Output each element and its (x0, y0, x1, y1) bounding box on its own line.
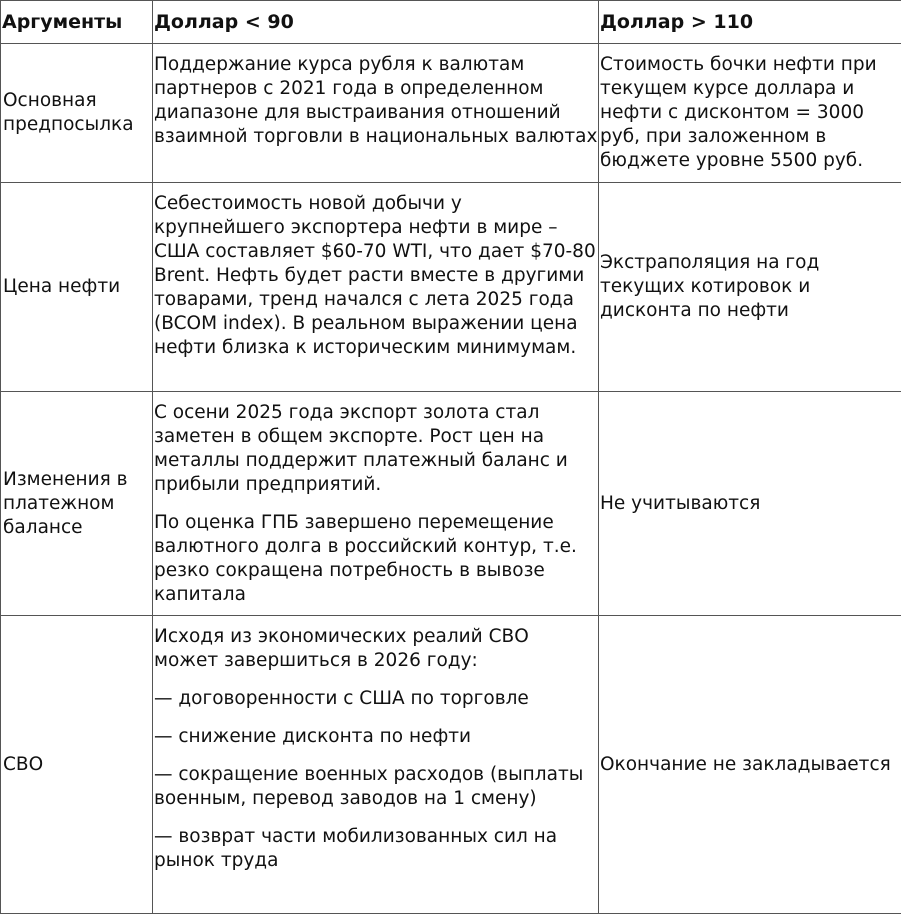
cell-bullet: — сокращение военных расходов (выплаты военным, перевод заводов на 1 смену) (154, 764, 584, 809)
table-row-oil-price (1, 183, 901, 392)
table-row-premise (1, 44, 901, 183)
above-110-cell: Стоимость бочки нефти при текущем курсе доллара и нефти с дисконтом = 3000 руб, при заложенном в бюджете уровне 5500 руб. (599, 44, 901, 183)
cell-bullet: — снижение дисконта по нефти (154, 726, 472, 747)
cell-paragraph: По оценка ГПБ завершено перемещение валютного долга в российский контур, т.е. резко сокращена потребность в вывозе капитала (154, 512, 577, 605)
cell-paragraph: Исходя из экономических реалий СВО может завершиться в 2026 году: (154, 626, 529, 671)
above-110-cell: Экстраполяция на год текущих котировок и дисконта по нефти (599, 183, 901, 392)
below-90-cell (153, 44, 599, 183)
below-90-cell (153, 616, 599, 914)
cell-bullet: — возврат части мобилизованных сил на рынок труда (154, 826, 558, 871)
below-90-cell (153, 183, 599, 392)
header-row (1, 1, 901, 44)
argument-cell: Изменения в платежном балансе (1, 392, 153, 616)
header-dollar-below-90: Доллар < 90 (153, 1, 599, 44)
cell-paragraph: Поддержание курса рубля к валютам партнеров с 2021 года в определенном диапазоне для выстраивания отношений взаимной торговли в национальных валютах (154, 54, 598, 147)
cell-paragraph: С осени 2025 года экспорт золота стал заметен в общем экспорте. Рост цен на металлы поддержит платежный баланс и прибыли предприятий. (154, 402, 568, 495)
below-90-cell (153, 392, 599, 616)
header-dollar-above-110: Доллар > 110 (599, 1, 901, 44)
argument-cell: Цена нефти (1, 183, 153, 392)
cell-paragraph: Себестоимость новой добычи у крупнейшего экспортера нефти в мире – США составляет $60-70 WTI, что дает $70-80 Brent. Нефть будет расти вместе в другими товарами, тренд начался с лета 2025 года (BCOM index). В реальном выражении цена нефти близка к историческим минимумам. (154, 193, 596, 358)
table-row-svo (1, 616, 901, 914)
cell-bullet: — договоренности с США по торговле (154, 688, 529, 709)
argument-cell: Основная предпосылка (1, 44, 153, 183)
argument-cell: СВО (1, 616, 153, 914)
above-110-cell: Окончание не закладывается (599, 616, 901, 914)
header-arguments: Аргументы (1, 1, 153, 44)
table-row-balance-of-payments (1, 392, 901, 616)
above-110-cell: Не учитываются (599, 392, 901, 616)
